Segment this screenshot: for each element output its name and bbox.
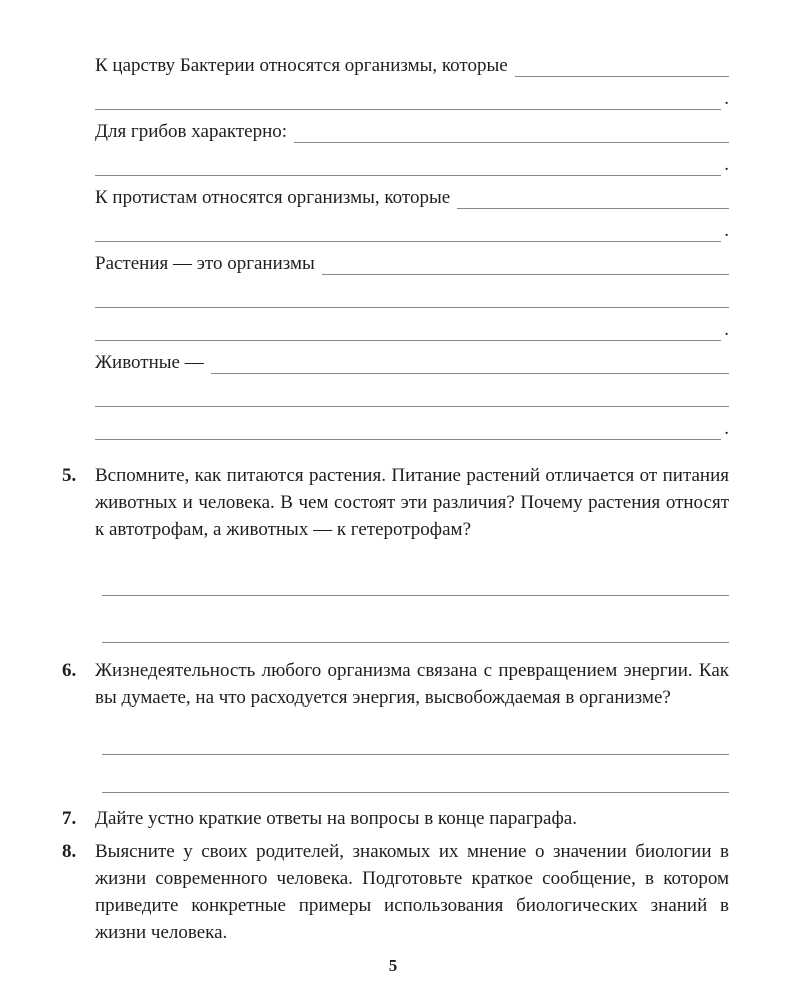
fill-in-item-bacteria xyxy=(95,44,729,77)
sentence-period: . xyxy=(724,154,729,176)
fill-in-section xyxy=(95,44,729,440)
sentence-period: . xyxy=(724,220,729,242)
question-8 xyxy=(62,838,729,946)
answer-lines-q6 xyxy=(95,717,729,793)
question-text: Вспомните, как питаются растения. Питание растений отличается от питания животных и человека. В чем состоят эти различия? Почему растения относят к автотрофам, а животных — к гетеротрофам? xyxy=(95,465,729,540)
sentence-period: . xyxy=(724,319,729,341)
blank-line xyxy=(95,174,721,176)
blank-line-row xyxy=(95,374,729,407)
blank-line xyxy=(211,372,729,374)
fill-in-item-protists xyxy=(95,176,729,209)
question-text: Жизнедеятельность любого организма связана с превращением энергии. Как вы думаете, на что расходуется энергия, высвобождаемая в организме? xyxy=(95,660,729,708)
blank-line xyxy=(102,753,729,755)
blank-line-row xyxy=(95,596,729,643)
page-number: 5 xyxy=(388,956,398,975)
fill-in-label: К протистам относятся организмы, которые xyxy=(95,187,451,209)
blank-line-row xyxy=(95,549,729,596)
question-number: 6. xyxy=(62,660,77,681)
blank-line xyxy=(95,108,721,110)
blank-line xyxy=(102,641,729,643)
sentence-period: . xyxy=(724,88,729,110)
question-number: 7. xyxy=(62,808,77,829)
blank-line-row xyxy=(95,77,729,110)
blank-line-row xyxy=(95,308,729,341)
question-number: 8. xyxy=(62,841,77,862)
blank-line xyxy=(322,273,729,275)
fill-in-label: К царству Бактерии относятся организмы, которые xyxy=(95,55,508,77)
blank-line-row xyxy=(95,755,729,793)
blank-line xyxy=(102,594,729,596)
question-6 xyxy=(62,657,729,711)
blank-line xyxy=(457,207,729,209)
question-7 xyxy=(62,805,729,832)
fill-in-item-animals xyxy=(95,341,729,374)
blank-line xyxy=(102,791,729,793)
blank-line xyxy=(95,240,721,242)
question-text: Выясните у своих родителей, знакомых их мнение о значении биологии в жизни современного человека. Подготовьте краткое сообщение, в котором приведите конкретные примеры использования биологических знаний в жизни человека. xyxy=(95,841,729,943)
fill-in-item-fungi xyxy=(95,110,729,143)
question-number: 5. xyxy=(62,465,77,486)
blank-line-row xyxy=(95,407,729,440)
blank-line-row xyxy=(95,717,729,755)
blank-line xyxy=(95,339,721,341)
fill-in-label: Для грибов характерно: xyxy=(95,121,288,143)
blank-line xyxy=(95,405,729,407)
sentence-period: . xyxy=(724,418,729,440)
blank-line-row xyxy=(95,275,729,308)
fill-in-item-plants xyxy=(95,242,729,275)
answer-lines-q5 xyxy=(95,549,729,643)
blank-line-row xyxy=(95,209,729,242)
blank-line xyxy=(515,75,729,77)
fill-in-label: Растения — это организмы xyxy=(95,253,315,275)
question-text: Дайте устно краткие ответы на вопросы в конце параграфа. xyxy=(95,808,577,829)
blank-line xyxy=(95,438,721,440)
blank-line xyxy=(95,306,729,308)
blank-line xyxy=(294,141,729,143)
fill-in-label: Животные — xyxy=(95,352,204,374)
question-5 xyxy=(62,462,729,543)
blank-line-row xyxy=(95,143,729,176)
